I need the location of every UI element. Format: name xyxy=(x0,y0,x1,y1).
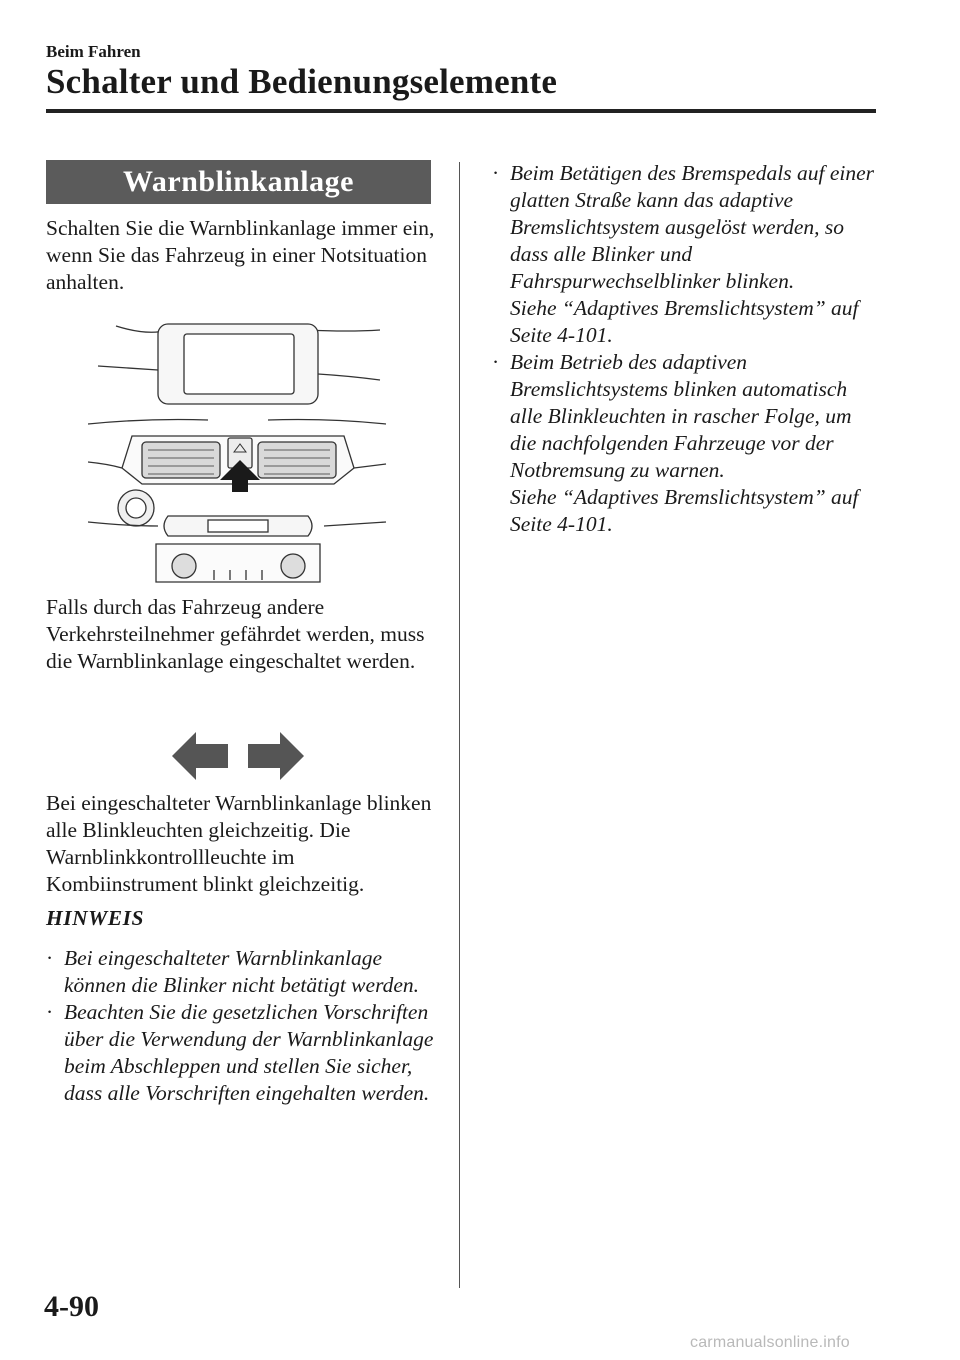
note-item: · Bei eingeschalteter Warnblinkanlage können die Blinker nicht betätigt werden. xyxy=(46,946,420,997)
hazard-usage-paragraph: Falls durch das Fahrzeug andere Verkehrsteilnehmer gefährdet werden, muss die Warnblinkanlage eingeschaltet werden. xyxy=(46,595,425,673)
note-item: · Beim Betätigen des Bremspedals auf einer glatten Straße kann das adaptive Bremslichtsystem ausgelöst werden, so dass alle Blinker und Fahrspurwechselblinker blinken. Siehe “Adaptives Bremslichtsystem” auf Seite 4-101. xyxy=(492,161,875,347)
note-item: · Beachten Sie die gesetzlichen Vorschriften über die Verwendung der Warnblinkanlage beim Abschleppen und stellen Sie sicher, dass alle Vorschriften eingehalten werden. xyxy=(46,1000,434,1105)
right-note-list xyxy=(492,160,882,538)
header-rule xyxy=(46,109,876,113)
blink-behaviour-paragraph: Bei eingeschalteter Warnblinkanlage blinken alle Blinkleuchten gleichzeitig. Die Warnblinkkontrollleuchte im Kombiinstrument blinkt gleichzeitig. xyxy=(46,791,432,896)
note-title: HINWEIS xyxy=(46,906,144,930)
page-number: 4-90 xyxy=(44,1290,99,1323)
column-divider xyxy=(459,162,460,1288)
dashboard-hazard-switch-illustration xyxy=(88,318,388,588)
intro-paragraph: Schalten Sie die Warnblinkanlage immer ein, wenn Sie das Fahrzeug in einer Notsituation anhalten. xyxy=(46,216,435,294)
turn-signal-indicator-icons xyxy=(170,730,306,782)
note-list xyxy=(46,945,446,1107)
right-arrow-icon xyxy=(248,732,304,780)
chapter-title: Schalter und Bedienungselemente xyxy=(46,62,558,101)
cross-reference: Siehe “Adaptives Bremslichtsystem” auf Seite 4-101. xyxy=(510,485,859,536)
cross-reference: Siehe “Adaptives Bremslichtsystem” auf Seite 4-101. xyxy=(510,296,859,347)
left-arrow-icon xyxy=(172,732,228,780)
section-label: Beim Fahren xyxy=(46,42,141,61)
note-item: · Beim Betrieb des adaptiven Bremslichtsystems blinken automatisch alle Blinkleuchten in rascher Folge, um die nachfolgenden Fahrzeuge vor der Notbremsung zu warnen. Siehe “Adaptives Bremslichtsystem” auf Seite 4-101. xyxy=(492,350,859,536)
watermark: carmanualsonline.info xyxy=(690,1334,850,1351)
section-banner: Warnblinkanlage xyxy=(46,160,431,204)
